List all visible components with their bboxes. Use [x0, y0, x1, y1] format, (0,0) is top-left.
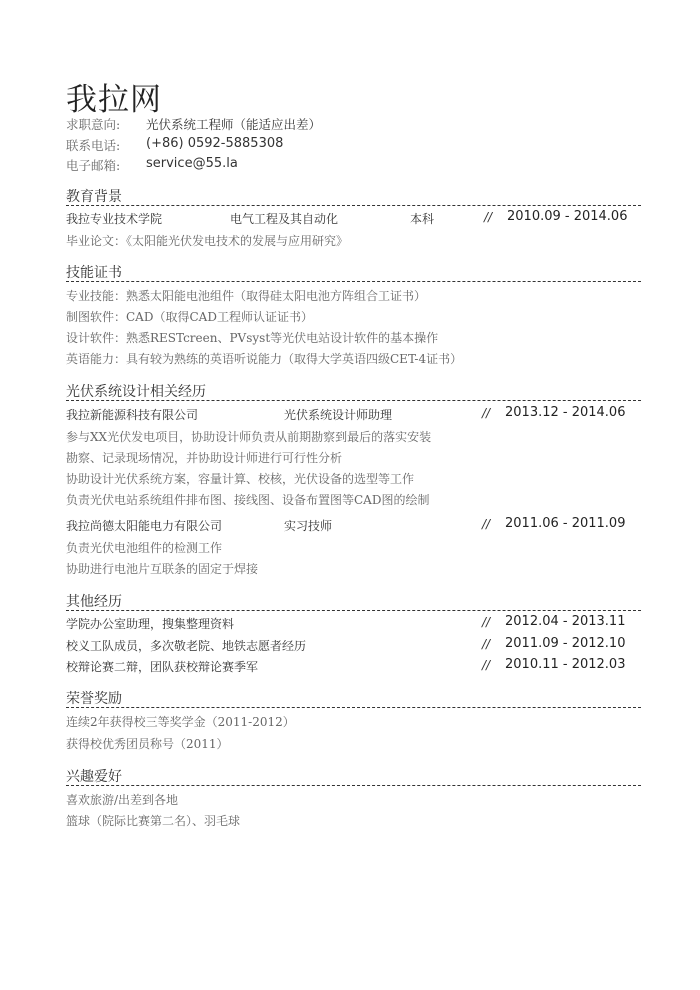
job-role: 实习技师: [284, 519, 333, 533]
other-experience-divider: [66, 610, 641, 611]
education-divider: [66, 205, 641, 206]
other-experience-item: [66, 637, 641, 657]
other-experience-date: 2010.11 - 2012.03: [505, 657, 626, 672]
job-date: 2011.06 - 2011.09: [505, 516, 626, 531]
other-experience-text: 校义工队成员，多次敬老院、地铁志愿者经历: [66, 639, 307, 653]
hobbies-divider: [66, 785, 641, 786]
job-detail-line: 协助进行电池片互联条的固定于焊接: [66, 562, 259, 576]
skills-title: 技能证书: [66, 265, 122, 281]
phone-value: (+86) 0592-5885308: [146, 136, 284, 151]
education-row: [66, 210, 641, 230]
other-experience-separator: //: [482, 637, 491, 651]
skill-item: 专业技能：熟悉太阳能电池组件（取得硅太阳电池方阵组合工证书）: [66, 289, 427, 303]
objective-value: 光伏系统工程师（能适应出差）: [146, 117, 322, 132]
education-title: 教育背景: [66, 189, 122, 205]
job-detail-line: 勘察、记录现场情况，并协助设计师进行可行性分析: [66, 451, 343, 465]
other-experience-item: [66, 615, 641, 635]
candidate-name: 我拉网: [66, 82, 162, 118]
hobbies-title: 兴趣爱好: [66, 769, 122, 785]
job-detail-line: 协助设计光伏系统方案，容量计算、校核，光伏设备的选型等工作: [66, 472, 415, 486]
other-experience-title: 其他经历: [66, 594, 122, 610]
skill-item: 设计软件：熟悉RESTcreen、PVsyst等光伏电站设计软件的基本操作: [66, 331, 439, 345]
objective-label: 求职意向:: [66, 117, 121, 132]
degree-name: 本科: [410, 212, 435, 226]
job-company: 我拉新能源科技有限公司: [66, 408, 199, 422]
skill-item: 英语能力：具有较为熟练的英语听说能力（取得大学英语四级CET-4证书）: [66, 352, 463, 366]
job-header: [66, 517, 641, 537]
other-experience-item: [66, 658, 641, 678]
other-experience-text: 校辩论赛二辩，团队获校辩论赛季军: [66, 660, 259, 674]
job-detail-line: 负责光伏电站系统组件排布图、接线图、设备布置图等CAD图的绘制: [66, 493, 430, 507]
job-date: 2013.12 - 2014.06: [505, 405, 626, 420]
phone-label: 联系电话:: [66, 138, 121, 153]
other-experience-separator: //: [482, 658, 491, 672]
hobby-item: 喜欢旅游/出差到各地: [66, 793, 179, 807]
honor-item: 连续2年获得校三等奖学金（2011-2012）: [66, 715, 295, 729]
education-separator: //: [484, 210, 493, 224]
thesis-line: 毕业论文：《太阳能光伏发电技术的发展与应用研究》: [66, 234, 349, 248]
hobby-item: 篮球（院际比赛第二名）、羽毛球: [66, 814, 241, 828]
other-experience-date: 2011.09 - 2012.10: [505, 636, 626, 651]
major-name: 电气工程及其自动化: [230, 212, 339, 226]
honors-title: 荣誉奖励: [66, 691, 122, 707]
job-company: 我拉尚德太阳能电力有限公司: [66, 519, 223, 533]
job-separator: //: [482, 517, 491, 531]
other-experience-text: 学院办公室助理，搜集整理资料: [66, 617, 235, 631]
job-header: [66, 406, 641, 426]
education-date: 2010.09 - 2014.06: [507, 209, 628, 224]
school-name: 我拉专业技术学院: [66, 212, 163, 226]
other-experience-separator: //: [482, 615, 491, 629]
job-role: 光伏系统设计师助理: [284, 408, 393, 422]
skills-divider: [66, 281, 641, 282]
job-detail-line: 负责光伏电池组件的检测工作: [66, 541, 223, 555]
honors-divider: [66, 707, 641, 708]
pv-experience-title: 光伏系统设计相关经历: [66, 384, 206, 400]
email-label: 电子邮箱:: [66, 158, 121, 173]
honor-item: 获得校优秀团员称号（2011）: [66, 737, 229, 751]
job-detail-line: 参与XX光伏发电项目，协助设计师负责从前期勘察到最后的落实安装: [66, 430, 432, 444]
email-value[interactable]: service@55.la: [146, 156, 238, 171]
other-experience-date: 2012.04 - 2013.11: [505, 614, 626, 629]
pv-experience-divider: [66, 400, 641, 401]
job-separator: //: [482, 406, 491, 420]
skill-item: 制图软件：CAD（取得CAD工程师认证证书）: [66, 310, 313, 324]
